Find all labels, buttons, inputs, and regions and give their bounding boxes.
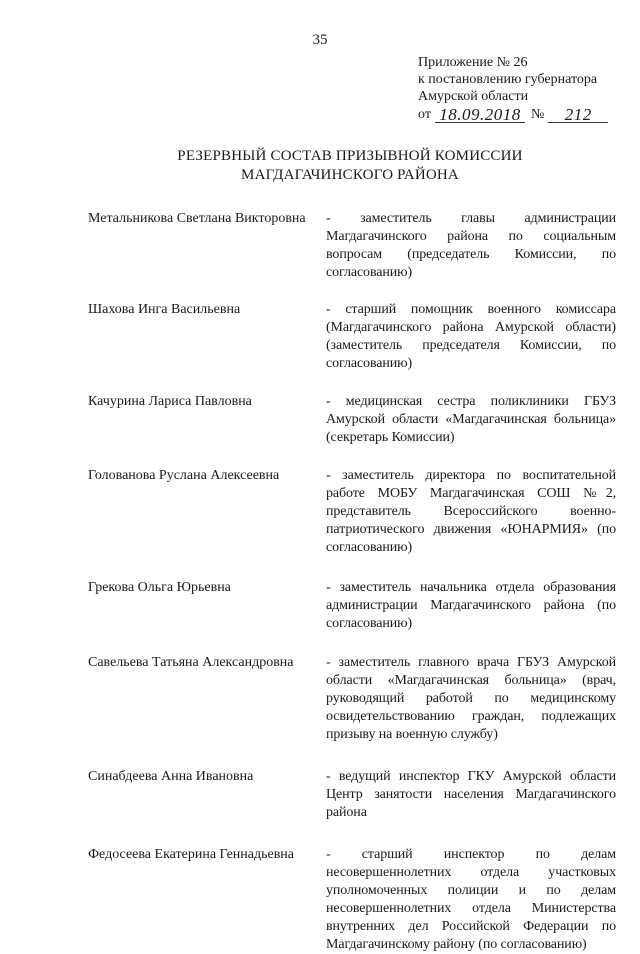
- handwritten-date: 18.09.2018: [435, 107, 525, 123]
- member-role: - заместитель начальника отдела образования администрации Магдагачинского района (по согласованию): [326, 580, 616, 631]
- title-line-1: РЕЗЕРВНЫЙ СОСТАВ ПРИЗЫВНОЙ КОМИССИИ: [177, 148, 523, 164]
- member-role: - заместитель главного врача ГБУЗ Амурской области «Магдагачинская больница» (врач, руководящий работой по медицинскому освидетельствованию граждан, подлежащих призыву на военную службу): [326, 655, 616, 742]
- appendix-block: [418, 54, 628, 123]
- member-role: - заместитель главы администрации Магдагачинского района по социальным вопросам (председатель Комиссии, по согласованию): [326, 211, 616, 280]
- member-row: [88, 579, 616, 633]
- member-role: - ведущий инспектор ГКУ Амурской области Центр занятости населения Магдагачинского района: [326, 769, 616, 820]
- member-name: Метальникова Светлана Викторовна: [88, 211, 306, 226]
- member-name: Синабдеева Анна Ивановна: [88, 769, 254, 784]
- appendix-decree-ref: к постановлению губернатора: [418, 72, 598, 87]
- member-row: [88, 467, 616, 557]
- member-role: - заместитель директора по воспитательной работе МОБУ Магдагачинская СОШ №2, представитель Всероссийского военно-патриотического движения «ЮНАРМИЯ» (по согласованию): [326, 468, 616, 555]
- appendix-date-number-line: [418, 106, 628, 123]
- members-list: [88, 210, 616, 954]
- member-row: [88, 301, 616, 373]
- member-name: Шахова Инга Васильевна: [88, 302, 241, 317]
- member-name: Федосеева Екатерина Геннадьевна: [88, 847, 295, 862]
- member-row: [88, 846, 616, 954]
- member-name: Грекова Ольга Юрьевна: [88, 580, 231, 595]
- member-row: [88, 654, 616, 744]
- document-title: [0, 147, 640, 185]
- member-row: [88, 210, 616, 282]
- appendix-number: Приложение № 26: [418, 55, 528, 70]
- appendix-region: Амурской области: [418, 89, 529, 104]
- member-role: - медицинская сестра поликлиники ГБУЗ Амурской области «Магдагачинская больница» (секретарь Комиссии): [326, 394, 616, 445]
- member-role: - старший помощник военного комиссара (Магдагачинского района Амурской области) (заместитель председателя Комиссии, по согласованию): [326, 302, 616, 371]
- title-line-2: МАГДАГАЧИНСКОГО РАЙОНА: [241, 167, 459, 183]
- member-name: Голованова Руслана Алексеевна: [88, 468, 280, 483]
- member-name: Савельева Татьяна Александровна: [88, 655, 294, 670]
- from-label: от: [418, 107, 431, 122]
- member-row: [88, 393, 616, 447]
- page-number: 35: [312, 32, 328, 48]
- handwritten-number: 212: [548, 107, 608, 123]
- member-role: - старший инспектор по делам несовершеннолетних отдела участковых уполномоченных полиции и по делам несовершеннолетних отдела Министерства внутренних дел Российской Федерации по Магдагачинскому району (по согласованию): [326, 847, 616, 952]
- number-label: №: [530, 107, 545, 122]
- member-name: Качурина Лариса Павловна: [88, 394, 252, 409]
- member-row: [88, 768, 616, 822]
